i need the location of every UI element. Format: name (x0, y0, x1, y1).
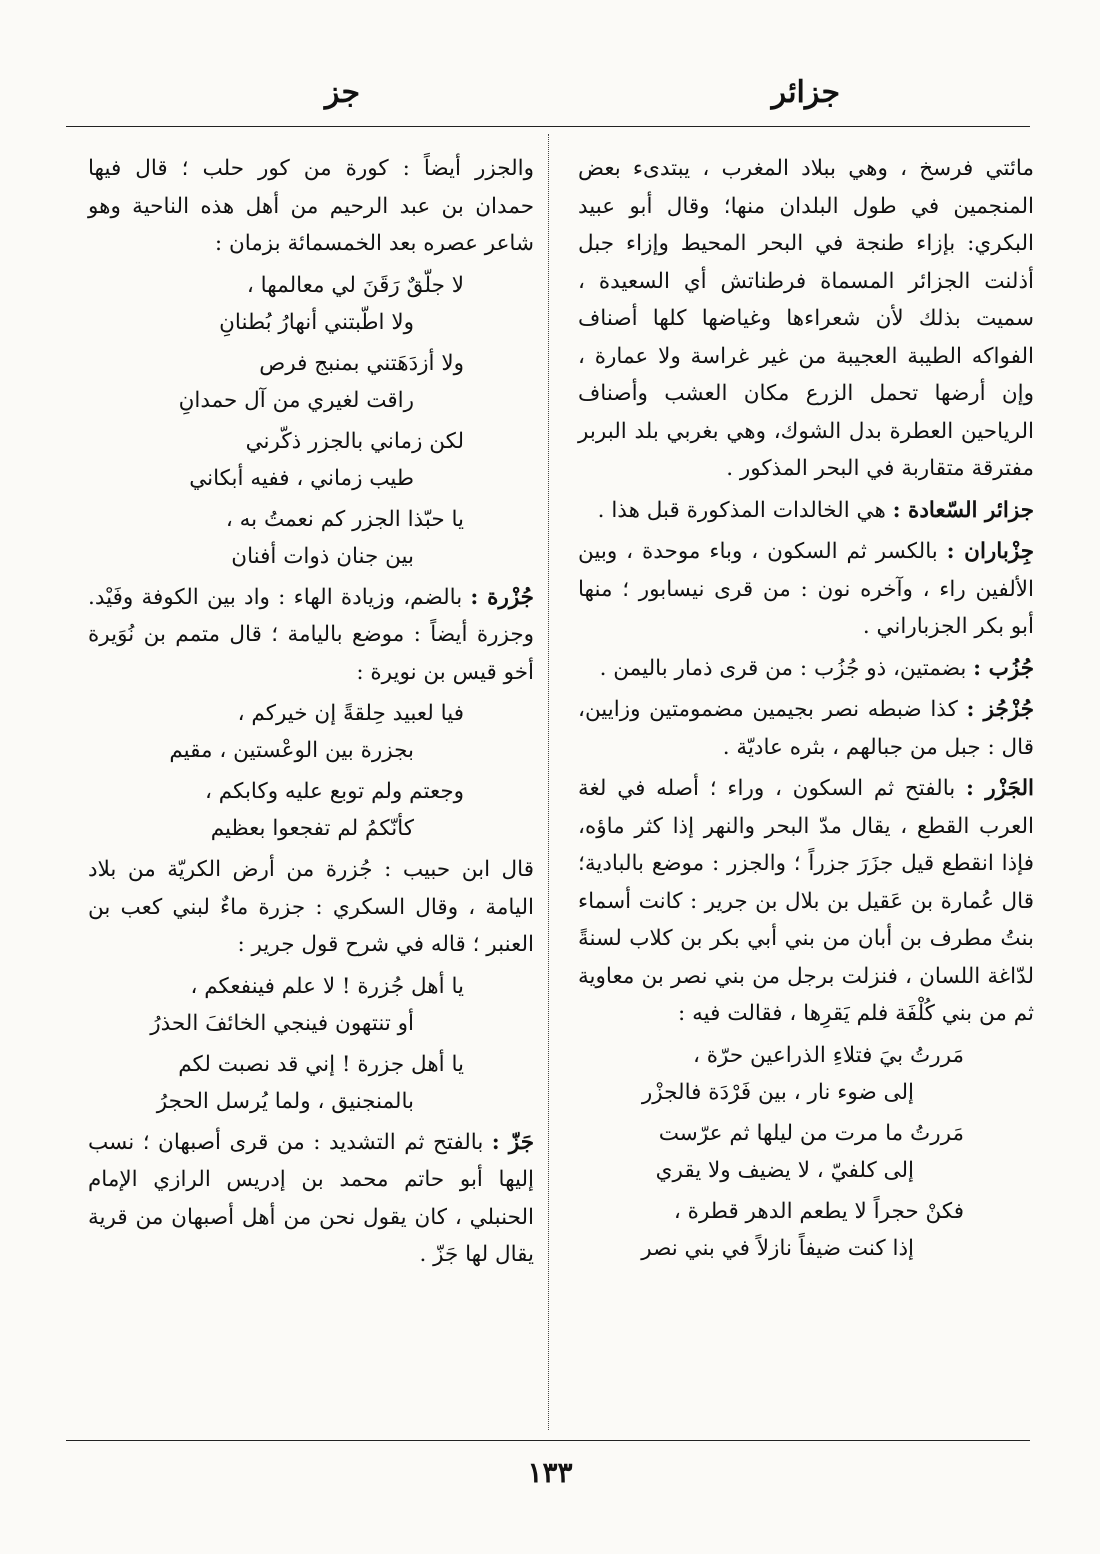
page-header-left: جز (324, 75, 360, 110)
poem (578, 1115, 1034, 1189)
poem (88, 501, 534, 575)
entry-body: هي الخالدات المذكورة قبل هذا . (597, 497, 893, 523)
verse-line: مَررتُ بيَ فتلاءِ الذراعين حرّة ، (693, 1042, 964, 1068)
poem (578, 1037, 1034, 1111)
poem (88, 267, 534, 341)
entry-juzub (578, 650, 1034, 688)
verse-line: ولا أزدَهَتني بمنبج فرص (259, 350, 464, 376)
entry-aljazr (578, 770, 1034, 1033)
left-column (88, 150, 534, 1274)
poem (88, 1046, 534, 1120)
verse-line: يا أهل جُزرة ! لا علم فينفعكم ، (190, 973, 464, 999)
verse-line: بالمنجنيق ، ولما يُرسل الحجرُ (156, 1088, 414, 1114)
entry-juzjuz (578, 691, 1034, 766)
headword: جَزّ : (491, 1129, 534, 1155)
paragraph: قال ابن حبيب : جُزرة من أرض الكريّة من بلاد اليامة ، وقال السكري : جزرة ماءٌ لبني كعب بن العنبر ؛ قاله في شرح قول جرير : (88, 857, 534, 957)
paragraph: والجزر أيضاً : كورة من كور حلب ؛ قال فيها حمدان بن عبد الرحيم من أهل هذه الناحية وهو شاعر عصره بعد الخمسمائة بزمان : (88, 156, 534, 256)
poem (88, 968, 534, 1042)
verse-line: إلى ضوء نار ، بين فَرْدَة فالجزْر (641, 1079, 914, 1105)
entry-jazair-alsaada (578, 492, 1034, 530)
header-rule (66, 126, 1030, 127)
verse-line: يا أهل جزرة ! إني قد نصبت لكم (178, 1051, 464, 1077)
right-column (578, 150, 1034, 1271)
page-header-right: جزائر (771, 75, 840, 110)
headword: جزائر السّعادة : (892, 497, 1034, 523)
poem (88, 695, 534, 769)
verse-line: فيا لعبيد حِلقةً إن خيركم ، (237, 701, 464, 726)
headword: جُزْرة : (470, 584, 534, 610)
headword: جُزُب : (973, 655, 1034, 681)
verse-line: لا جلّقٌ رَقَنَ لي معالمها ، (246, 272, 464, 298)
entry-body: بالفتح ثم التشديد : من قرى أصبهان ؛ نسب إليها أبو حاتم محمد بن إدريس الرازي الإمام الحنبلي ، كان يقول نحن من أهل أصبهان من قرية يقال لها جَزّ . (88, 1129, 534, 1267)
verse-line: مَررتُ ما مرت من ليلها ثم عرّست (658, 1120, 964, 1146)
verse-line: إلى كلفيّ ، لا يضيف ولا يقري (655, 1157, 914, 1183)
entry-juzra (88, 579, 534, 692)
poem (88, 345, 534, 419)
verse-line: طيب زماني ، ففيه أبكاني (189, 465, 414, 491)
paragraph: مائتي فرسخ ، وهي ببلاد المغرب ، يبتدىء بعض المنجمين في طول البلدان منها؛ وقال أبو عبيد البكري: بإزاء طنجة في البحر المحيط وإزاء جبل أذلنت الجزائر المسماة فرطناتش أي السعيدة ، سميت بذلك لأن شعراءها وغياضها كلها أصناف الفواكه الطيبة العجيبة من غير غراسة ولا عمارة ، وإن أرضها تحمل الزرع مكان العشب وأصناف الرياحين العطرة بدل الشوك، وهي بغربي بلد البربر مفترقة متقاربة في البحر المذكور . (578, 156, 1034, 481)
headword: جِزْباران : (946, 539, 1034, 564)
column-divider (548, 134, 549, 1430)
verse-line: بين جنان ذوات أفنان (231, 543, 414, 569)
footer-rule (66, 1440, 1030, 1441)
verse-line: أو تنتهون فينجي الخائفَ الحذرُ (150, 1010, 414, 1036)
entry-body: بالكسر ثم السكون ، وباء موحدة ، وبين الألفين راء ، وآخره نون : من قرى نيسابور ؛ منها أبو بكر الجزباراني . (578, 539, 1034, 639)
verse-line: وجعتم ولم توبع عليه وكابكم ، (204, 779, 464, 804)
verse-line: بجزرة بين الوعْستين ، مقيم (169, 738, 414, 763)
poem (88, 773, 534, 847)
page-number: ١٣٣ (527, 1456, 573, 1489)
poem (88, 423, 534, 497)
verse-line: ولا اطّبتني أنهارُ بُطنانِ (219, 309, 414, 335)
headword: جُزْجُز : (966, 697, 1034, 722)
entry-body: كذا ضبطه نصر بجيمين مضمومتين وزايين، قال : جبل من جبالهم ، بثره عاديّة . (578, 697, 1034, 760)
entry-jazz (88, 1124, 534, 1274)
verse-line: كأنّكمُ لم تفجعوا بعظيم (210, 816, 414, 841)
verse-line: فكنْ حجراً لا يطعم الدهر قطرة ، (673, 1198, 964, 1224)
entry-body: بضمتين، ذو جُزُب : من قرى ذمار باليمن . (599, 655, 974, 681)
verse-line: إذا كنت ضيفاً نازلاً في بني نصر (641, 1235, 914, 1261)
verse-line: لكن زماني بالجزر ذكّرني (245, 428, 464, 454)
headword: الجَزْر : (966, 776, 1034, 801)
verse-line: راقت لغيري من آل حمدانِ (178, 387, 414, 413)
verse-line: يا حبّذا الجزر كم نعمتُ به ، (225, 506, 464, 532)
entry-body: بالضم، وزيادة الهاء : واد بين الكوفة وفَيْد. وجزرة أيضاً : موضع باليامة ؛ قال متمم بن نُوَيرة أخو قيس بن نويرة : (88, 584, 534, 685)
entry-jizbaran (578, 533, 1034, 646)
poem (578, 1193, 1034, 1267)
entry-body: بالفتح ثم السكون ، وراء ؛ أصله في لغة العرب القطع ، يقال مدّ البحر والنهر إذا كثر ماؤه، فإذا انقطع قيل جزَرَ جزراً ؛ والجزر : موضع بالبادية؛ قال عُمارة بن عَقيل بن بلال بن جرير : كانت أسماء بنتُ مطرف بن أبان من بني أبي بكر بن كلاب لسنةً لدّاغة اللسان ، فنزلت برجل من بني نصر بن معاوية ثم من بني كُلْفَة فلم يَقرِها ، فقالت فيه : (578, 776, 1034, 1026)
